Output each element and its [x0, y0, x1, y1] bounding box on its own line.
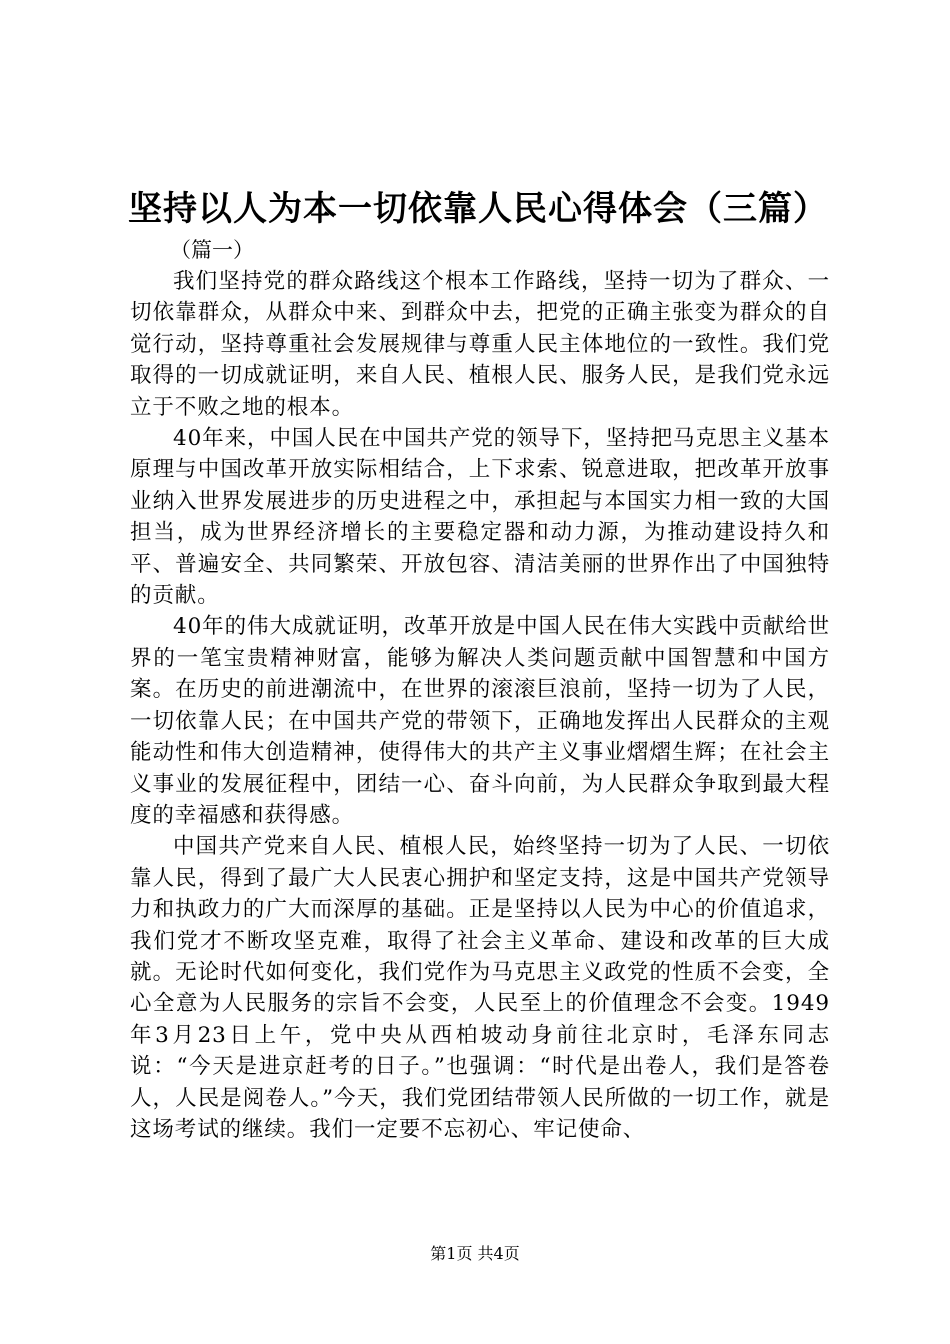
document-body	[130, 266, 830, 1145]
section-label: （篇一）	[170, 238, 254, 262]
document-title: 坚持以人为本一切依靠人民心得体会（三篇）	[128, 189, 828, 229]
paragraph: 中国共产党来自人民、植根人民，始终坚持一切为了人民、一切依靠人民，得到了最广大人民衷心拥护和坚定支持，这是中国共产党领导力和执政力的广大而深厚的基础。正是坚持以人民为中心的价值追求，我们党才不断攻坚克难，取得了社会主义革命、建设和改革的巨大成就。无论时代如何变化，我们党作为马克思主义政党的性质不会变，全心全意为人民服务的宗旨不会变，人民至上的价值理念不会变。1949年3月23日上午，党中央从西柏坡动身前往北京时，毛泽东同志说：“今天是进京赶考的日子。”也强调：“时代是出卷人，我们是答卷人，人民是阅卷人。”今天，我们党团结带领人民所做的一切工作，就是这场考试的继续。我们一定要不忘初心、牢记使命、	[130, 834, 830, 1142]
paragraph: 40年的伟大成就证明，改革开放是中国人民在伟大实践中贡献给世界的一笔宝贵精神财富，能够为解决人类问题贡献中国智慧和中国方案。在历史的前进潮流中，在世界的滚滚巨浪前，坚持一切为了人民，一切依靠人民；在中国共产党的带领下，正确地发挥出人民群众的主观能动性和伟大创造精神，使得伟大的共产主义事业熠熠生辉；在社会主义事业的发展征程中，团结一心、奋斗向前，为人民群众争取到最大程度的幸福感和获得感。	[130, 614, 830, 828]
paragraph: 40年来，中国人民在中国共产党的领导下，坚持把马克思主义基本原理与中国改革开放实际相结合，上下求索、锐意进取，把改革开放事业纳入世界发展进步的历史进程之中，承担起与本国实力相一致的大国担当，成为世界经济增长的主要稳定器和动力源，为推动建设持久和平、普遍安全、共同繁荣、开放包容、清洁美丽的世界作出了中国独特的贡献。	[130, 426, 830, 609]
page-footer: 第1页 共4页	[430, 1244, 520, 1263]
paragraph: 我们坚持党的群众路线这个根本工作路线，坚持一切为了群众、一切依靠群众，从群众中来、到群众中去，把党的正确主张变为群众的自觉行动，坚持尊重社会发展规律与尊重人民主体地位的一致性。我们党取得的一切成就证明，来自人民、植根人民、服务人民，是我们党永远立于不败之地的根本。	[130, 269, 830, 420]
